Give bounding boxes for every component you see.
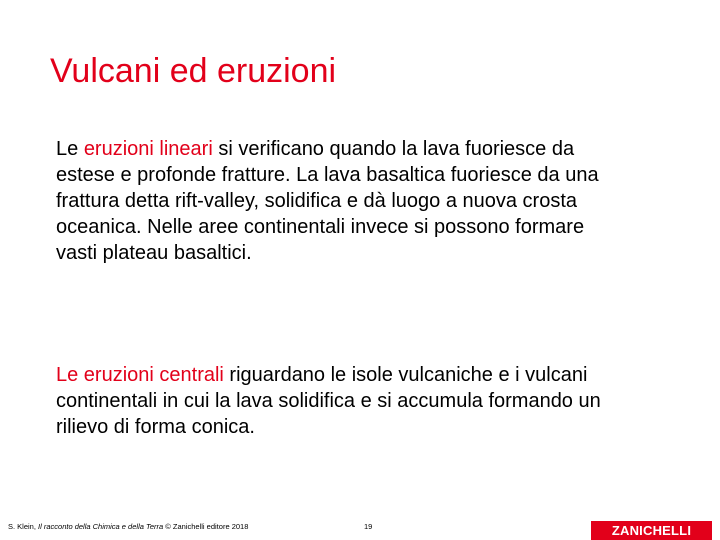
citation-author: S. Klein, [8,522,39,531]
slide-title: Vulcani ed eruzioni [50,52,337,90]
highlight-eruzioni-lineari: eruzioni lineari [83,138,213,160]
paragraph-eruzioni-lineari [56,136,616,266]
paragraph-lead-text: Le [56,138,84,160]
paragraph-eruzioni-centrali [56,362,616,440]
paragraph-body-text: si verificano quando la lava fuoriesce da estese e profonde fratture. La lava basaltica fuoriesce da una frattura detta rift-valley, solidifica e dà luogo a nuova crosta oceanica. Nelle aree continentali invece si possono formare vasti plateau basaltici. [56,138,599,264]
title-divider [50,98,720,99]
citation-book-title: Il racconto della Chimica e della Terra [38,522,164,531]
paragraph-body-text: riguardano le isole vulcaniche e i vulcani continentali in cui la lava solidifica e si accumula formando un rilievo di forma conica. [56,364,601,438]
page-number: 19 [364,522,373,531]
highlight-eruzioni-centrali: Le eruzioni centrali [56,364,224,386]
footer-citation [8,522,248,531]
zanichelli-logo: ZANICHELLI [591,521,712,540]
citation-publisher: © Zanichelli editore 2018 [163,522,249,531]
